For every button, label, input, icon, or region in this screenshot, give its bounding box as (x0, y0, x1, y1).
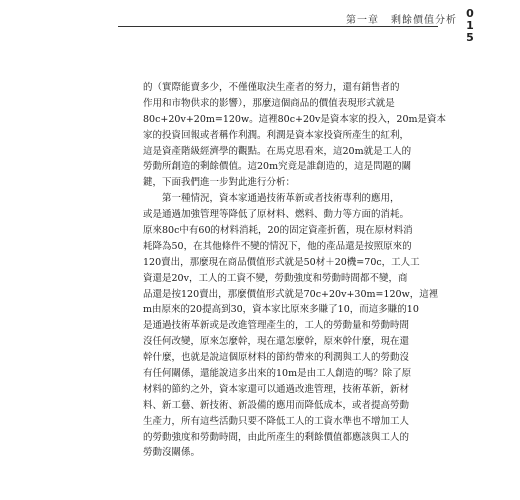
text-line: 或是通過加強管理等降低了原材料、燃料、動力等方面的消耗。 (143, 209, 410, 221)
text-line: 幹什麼，也就是說這個原材料的節約帶來的利潤與工人的勞動沒 (143, 352, 410, 364)
chapter-label: 第一章 (346, 15, 379, 26)
text-line: 鍵，下面我們進一步對此進行分析： (143, 177, 296, 189)
paragraph (143, 191, 439, 461)
text-line: m由原來的20提高到30，資本家比原來多賺了10，而這多賺的10 (143, 304, 419, 316)
body-text (143, 80, 447, 461)
text-line: 的勞動強度和勞動時間，由此所產生的剩餘價值都應該與工人的 (143, 431, 410, 443)
text-line: 的（實際能賣多少，不僅僅取決生產者的努力，還有銷售者的 (143, 82, 400, 93)
text-line: 是通過技術革新或是改進管理產生的，工人的勞動量和勞動時間 (143, 320, 410, 332)
text-line: 勞動所創造的剩餘價值。這20m究竟是誰創造的，這是問題的關 (143, 161, 412, 173)
header-rule (118, 26, 438, 27)
text-line: 生產力，所有這些活動只要不降低工人的工資水準也不增加工人 (143, 415, 410, 427)
text-line: 80c+20v+20m=120w。這裡80c+20v是資本家的投入，20m是資本 (143, 113, 447, 125)
text-line: 沒任何改變，原來怎麼幹，現在還怎麼幹，原來幹什麼，現在還 (143, 336, 410, 348)
text-line: 料、新工藝、新技術、新設備的應用而降低成本，或者提高勞動 (143, 399, 410, 411)
text-line: 家的投資回報或者稱作利潤。利潤是資本家投資所產生的紅利， (143, 129, 410, 141)
text-line: 有任何關係，還能說這多出來的10m是由工人創造的嗎？除了原 (143, 368, 412, 380)
text-line: 這是資產階級經濟學的觀點。在馬克思看來，這20m就是工人的 (143, 145, 412, 157)
text-line: 品還是按120賣出，那麼價值形式就是70c+20v+30m=120w，這裡 (143, 288, 439, 300)
paragraph (143, 80, 447, 191)
text-line: 原來80c中有60的材料消耗，20的固定資產折舊，現在原材料消 (143, 225, 413, 237)
text-line: 資還是20v，工人的工資不變，勞動強度和勞動時間都不變，商 (143, 272, 408, 284)
text-line: 耗降為50，在其他條件不變的情況下，他的產品還是按照原來的 (143, 240, 412, 252)
page-number: 015 (466, 7, 474, 44)
text-line: 120賣出，那麼現在商品價值形式就是50材＋20機=70c，工人工 (143, 256, 420, 268)
section-title: 剩餘價值分析 (391, 15, 457, 26)
text-line: 材料的節約之外，資本家還可以通過改進管理，技術革新，新材 (143, 383, 410, 395)
text-line: 作用和市物供求的影響），那麼這個商品的價值表現形式就是 (143, 97, 395, 109)
running-head (346, 11, 457, 26)
text-line: 勞動沒關係。 (143, 447, 201, 459)
text-line: 第一種情況，資本家通過技術革新或者技術專利的應用， (143, 193, 400, 205)
